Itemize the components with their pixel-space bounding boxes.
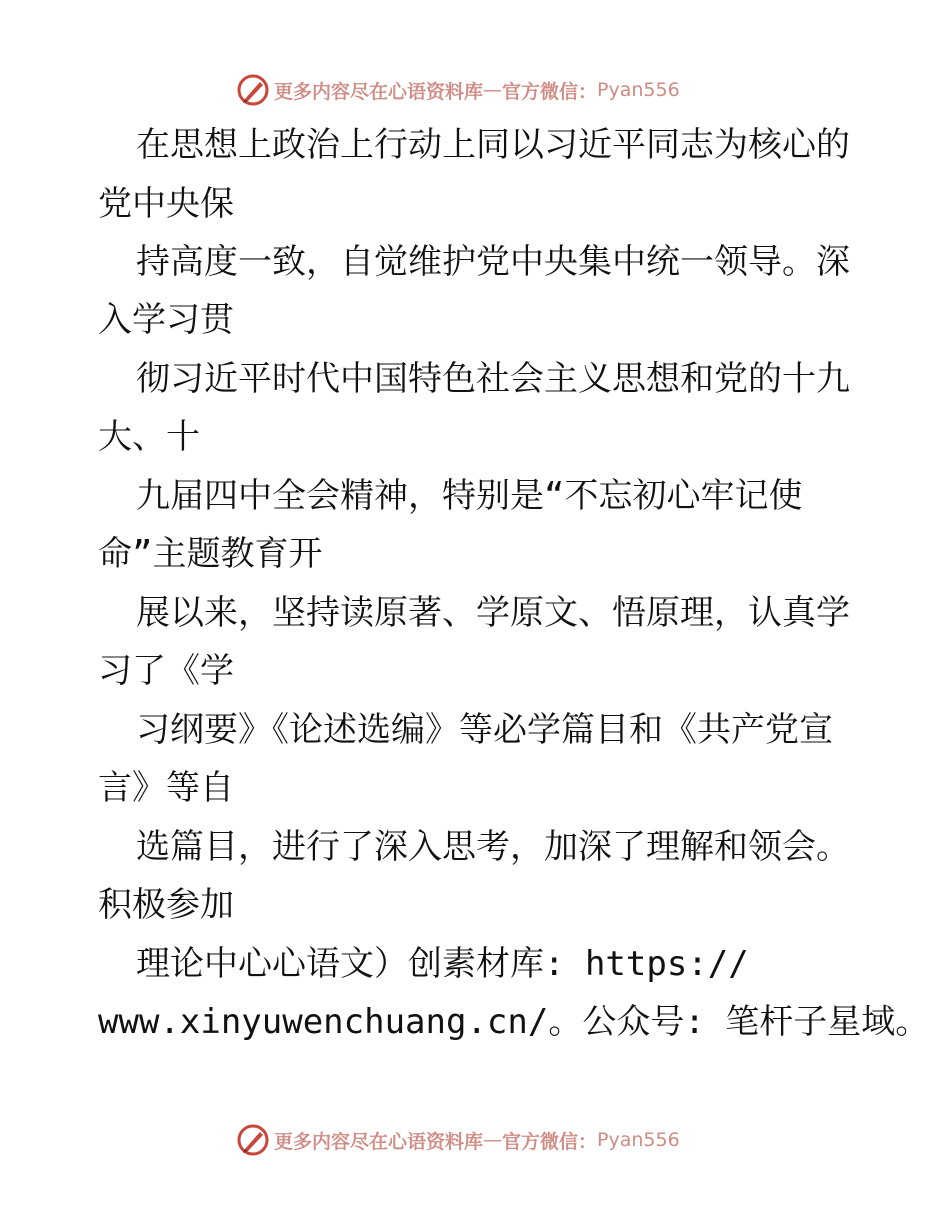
body-line: 展以来，坚持读原著、学原文、悟原理，认真学 xyxy=(136,593,850,633)
body-line: 习了《学 xyxy=(98,651,234,691)
body-line: 理论中心心语文）创素材库: https:// xyxy=(136,944,749,984)
footer-banner-contact: 官方微信： xyxy=(502,1130,598,1153)
footer-banner-dash: — xyxy=(483,1129,503,1151)
body-line: 持高度一致，自觉维护党中央集中统一领导。深 xyxy=(136,242,850,282)
footer-banner-title: 更多内容尽在心语资料库 xyxy=(274,1130,484,1153)
body-line: 习纲要》《论述选编》等必学篇目和《共产党宣 xyxy=(136,710,833,750)
body-line: 大、十 xyxy=(98,417,200,457)
body-line: 九届四中全会精神，特别是“不忘初心牢记使 xyxy=(136,476,803,516)
body-line: 选篇目，进行了深入思考，加深了理解和领会。 xyxy=(136,827,850,867)
body-line: 命”主题教育开 xyxy=(98,534,323,574)
body-line: 积极参加 xyxy=(98,885,234,925)
body-line: www.xinyuwenchuang.cn/。公众号: 笔杆子星域。 xyxy=(98,1002,930,1042)
body-line: 在思想上政治上行动上同以习近平同志为核心的 xyxy=(136,125,850,165)
header-banner-contact: 官方微信： xyxy=(502,80,598,103)
body-line: 言》等自 xyxy=(98,768,234,808)
body-line: 彻习近平时代中国特色社会主义思想和党的十九 xyxy=(136,359,850,399)
header-watermark-banner xyxy=(236,72,716,108)
header-banner-handle: Pyan556 xyxy=(597,79,680,101)
header-banner-dash: — xyxy=(483,79,503,101)
body-line: 入学习贯 xyxy=(98,300,234,340)
header-banner-title: 更多内容尽在心语资料库 xyxy=(274,80,484,103)
pen-logo-icon xyxy=(236,1123,270,1157)
footer-watermark-banner xyxy=(236,1122,716,1158)
footer-banner-handle: Pyan556 xyxy=(597,1129,680,1151)
pen-logo-icon xyxy=(236,73,270,107)
body-line: 党中央保 xyxy=(98,184,234,224)
